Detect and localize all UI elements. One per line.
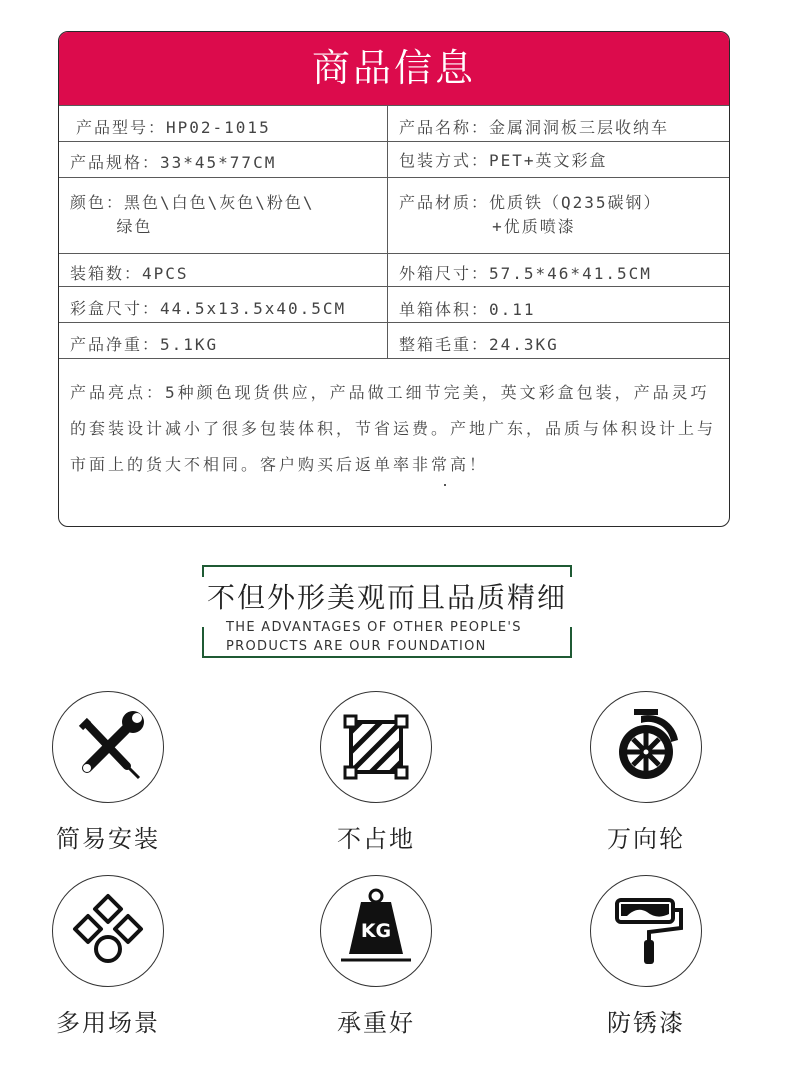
info-cell — [387, 106, 729, 142]
feature-label: 简易安装 — [56, 825, 160, 853]
kg-weight-icon — [321, 876, 431, 986]
carton-volume: 单箱体积：0.11 — [399, 300, 536, 319]
compact-area-icon — [321, 692, 431, 802]
tools-icon — [53, 692, 163, 802]
info-row — [59, 253, 729, 287]
colors: 颜色：黑色\白色\灰色\粉色\ 绿色 — [70, 193, 315, 236]
svg-text:KG: KG — [360, 920, 392, 942]
stray-dot — [444, 484, 446, 486]
info-title: 商品信息 — [59, 32, 729, 105]
carton-qty: 装箱数：4PCS — [70, 264, 189, 283]
feature-label: 不占地 — [337, 825, 415, 853]
color-box-size: 彩盒尺寸：44.5x13.5x40.5CM — [70, 299, 347, 318]
slogan-frame-left-bottom — [202, 627, 204, 657]
packaging: 包装方式：PET+英文彩盒 — [399, 151, 608, 170]
info-cell — [387, 323, 729, 359]
info-row — [59, 141, 729, 178]
multi-scene-icon — [53, 876, 163, 986]
info-cell — [387, 142, 729, 178]
info-row — [59, 322, 729, 359]
highlights-text: 产品亮点：5种颜色现货供应，产品做工细节完美，英文彩盒包装，产品灵巧的套装设计减小了很多包装体积，节省运费。产地广东，品质与体积设计上与市面上的货大不相同。客户购买后返单率非常高！ — [70, 383, 717, 474]
info-cell — [387, 178, 729, 254]
feature-label: 万向轮 — [607, 825, 685, 853]
slogan-english — [226, 618, 522, 656]
info-cell — [387, 287, 729, 323]
product-spec: 产品规格：33*45*77CM — [70, 153, 277, 172]
slogan-title: 不但外形美观而且品质精细 — [206, 581, 567, 614]
feature-label: 防锈漆 — [607, 1009, 685, 1037]
info-row — [59, 286, 729, 323]
feature-circle — [590, 875, 702, 987]
info-row — [59, 177, 729, 254]
material: 产品材质：优质铁（Q235碳钢） +优质喷漆 — [399, 193, 662, 236]
slogan-block — [202, 565, 572, 658]
feature-circle — [590, 691, 702, 803]
info-cell — [59, 323, 387, 359]
info-cell — [59, 142, 387, 178]
info-cell — [59, 178, 387, 254]
product-name: 产品名称：金属洞洞板三层收纳车 — [399, 118, 670, 137]
slogan-frame-top — [202, 565, 572, 567]
feature-circle — [320, 691, 432, 803]
feature-circle — [320, 875, 432, 987]
slogan-frame-bottom — [202, 656, 572, 658]
info-cell — [59, 106, 387, 142]
slogan-english-line2: PRODUCTS ARE OUR FOUNDATION — [226, 639, 487, 654]
info-row — [59, 105, 729, 142]
feature-label: 承重好 — [337, 1009, 415, 1037]
product-info-card — [58, 31, 730, 527]
slogan-english-line1: THE ADVANTAGES OF OTHER PEOPLE'S — [226, 620, 522, 635]
info-cell — [59, 287, 387, 323]
feature-label: 多用场景 — [56, 1009, 160, 1037]
slogan-frame-right-bottom — [570, 627, 572, 657]
model-number: 产品型号：HP02-1015 — [76, 118, 271, 137]
feature-circle — [52, 691, 164, 803]
caster-wheel-icon — [591, 692, 701, 802]
highlights-section — [59, 358, 729, 526]
info-cell — [387, 254, 729, 287]
outer-carton-size: 外箱尺寸：57.5*46*41.5CM — [399, 264, 652, 283]
paint-roller-icon — [591, 876, 701, 986]
info-cell — [59, 254, 387, 287]
feature-circle — [52, 875, 164, 987]
gross-weight: 整箱毛重：24.3KG — [399, 335, 559, 354]
net-weight: 产品净重：5.1KG — [70, 335, 219, 354]
